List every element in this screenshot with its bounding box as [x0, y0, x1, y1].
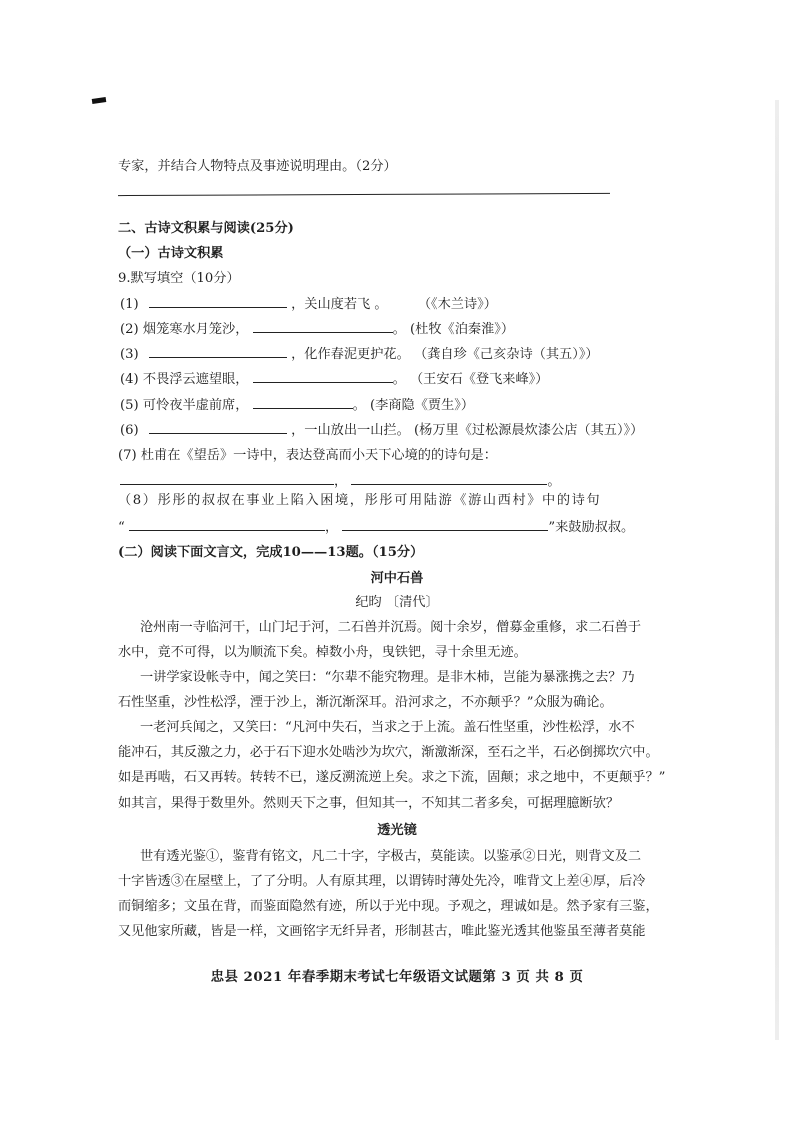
- fill-item-2: [120, 320, 514, 339]
- answer-blank[interactable]: [253, 396, 353, 409]
- passage-title-1: 河中石兽: [370, 571, 424, 586]
- item-text: 可怜夜半虚前席，: [142, 398, 249, 413]
- page-footer: 忠县 2021 年春季期末考试七年级语文试题第 3 页 共 8 页: [210, 969, 584, 985]
- item-number: (5): [120, 398, 139, 413]
- passage-line: 水中，竟不可得，以为顺流下矣。棹数小舟，曳铁钯，寻十余里无迹。: [118, 645, 527, 660]
- item-end: 。: [392, 372, 406, 387]
- passage-line: 如其言，果得于数里外。然则天下之事，但知其一，不知其二者多矣，可据理臆断欤？: [118, 796, 620, 811]
- item-text: ，化作春泥更护花。: [291, 347, 410, 362]
- fill-item-3: [120, 345, 599, 364]
- item-comma: ，: [324, 520, 339, 535]
- passage-line: 而铜缩多；文虽在背，而鉴面隐然有迹，所以于光中现。予观之，理诚如是。然予家有三鉴，: [118, 899, 659, 914]
- fill-item-7: (7) 杜甫在《望岳》一诗中，表达登高而小天下心境的的诗句是：: [118, 448, 497, 463]
- item-end: 。: [352, 398, 366, 413]
- fill-item-7-answer: [120, 472, 561, 491]
- item-source: （《木兰诗》）: [417, 297, 497, 312]
- passage-line: 一老河兵闻之，又笑曰：“凡河中失石，当求之于上流。盖石性坚重，沙性松浮，水不: [140, 720, 635, 735]
- item-number: (2): [120, 322, 139, 337]
- item-text: 烟笼寒水月笼沙，: [142, 322, 249, 337]
- answer-blank[interactable]: [149, 345, 287, 358]
- section-heading: 二、古诗文积累与阅读(25分): [118, 221, 294, 236]
- passage-title-2: 透光镜: [377, 823, 417, 838]
- fill-item-1: [120, 295, 497, 314]
- answer-blank[interactable]: [253, 320, 393, 333]
- answer-blank[interactable]: [149, 295, 287, 308]
- item-source: (杨万里《过松源晨炊漆公店（其五）》）: [413, 423, 644, 438]
- passage-line: 十字皆透③在屋壁上，了了分明。人有原其理，以谓铸时薄处先冷，唯背文上差④厚，后冷: [118, 874, 646, 889]
- passage-line: 如是再啮，石又再转。转转不已，遂反溯流逆上矣。求之下流，固颠；求之地中，不更颠乎？”: [118, 770, 666, 785]
- passage-line: 能冲石，其反激之力，必于石下迎水处啮沙为坎穴，渐激渐深，至石之半，石必倒掷坎穴中。: [118, 745, 659, 760]
- passage-line: 沧州南一寺临河干，山门圮于河，二石兽并沉焉。阅十余岁，僧募金重修，求二石兽于: [140, 620, 642, 635]
- item-text: ，一山放出一山拦。: [291, 423, 410, 438]
- passage-author: 纪昀 〔清代〕: [355, 595, 439, 610]
- scan-mark: [92, 97, 107, 104]
- item-source: （龚自珍《己亥杂诗（其五）》）: [413, 347, 599, 362]
- item-end: ”来鼓励叔叔。: [548, 520, 635, 535]
- fill-item-8: （8）彤彤的叔叔在事业上陷入困境，彤彤可用陆游《游山西村》中的诗句: [118, 493, 602, 508]
- item-source: (杜牧《泊秦淮》）: [409, 322, 515, 337]
- quote-open: “: [118, 520, 125, 535]
- item-number: (4): [120, 372, 139, 387]
- fill-item-4: [120, 370, 548, 389]
- answer-blank[interactable]: [253, 370, 393, 383]
- question-9-title: 9.默写填空（10分）: [118, 271, 240, 286]
- fill-item-8-answer: [118, 518, 634, 537]
- fill-item-5: [120, 396, 474, 415]
- item-number: (6): [120, 423, 139, 438]
- subsection-heading-2: (二）阅读下面文言文，完成10——13题。（15分）: [118, 545, 424, 560]
- item-number: (3): [120, 347, 139, 362]
- item-end: 。: [547, 474, 561, 489]
- answer-blank[interactable]: [129, 518, 325, 531]
- passage-line: 世有透光鉴①，鉴背有铭文，凡二十字，字极古，莫能读。以鉴承②日光，则背文及二: [140, 849, 642, 864]
- answer-blank[interactable]: [342, 518, 548, 531]
- item-end: 。: [392, 322, 406, 337]
- item-text: ，关山度若飞 。: [291, 297, 388, 312]
- passage-line: 一讲学家设帐寺中，闻之笑曰：“尔辈不能究物理。是非木杮，岂能为暴涨携之去？乃: [140, 670, 635, 685]
- fill-item-6: [120, 421, 643, 440]
- passage-line: 石性坚重，沙性松浮，湮于沙上，渐沉渐深耳。沿河求之，不亦颠乎？”众服为确论。: [118, 695, 613, 710]
- answer-blank[interactable]: [149, 421, 287, 434]
- item-text: 不畏浮云遮望眼，: [142, 372, 249, 387]
- item-number: (1): [120, 297, 139, 312]
- answer-line: [118, 193, 610, 196]
- passage-line: 又见他家所藏，皆是一样，文画铭字无纤异者，形制甚古，唯此鉴光透其他鉴虽至薄者莫能: [118, 924, 646, 939]
- subsection-heading: （一）古诗文积累: [118, 246, 224, 261]
- answer-blank[interactable]: [120, 472, 334, 485]
- question-continuation: 专家，并结合人物特点及事迹说明理由。（2分）: [118, 159, 397, 174]
- item-source: (李商隐《贾生》）: [369, 398, 475, 413]
- item-source: （王安石《登飞来峰》）: [409, 372, 549, 387]
- answer-blank[interactable]: [351, 472, 547, 485]
- item-comma: ，: [334, 474, 348, 489]
